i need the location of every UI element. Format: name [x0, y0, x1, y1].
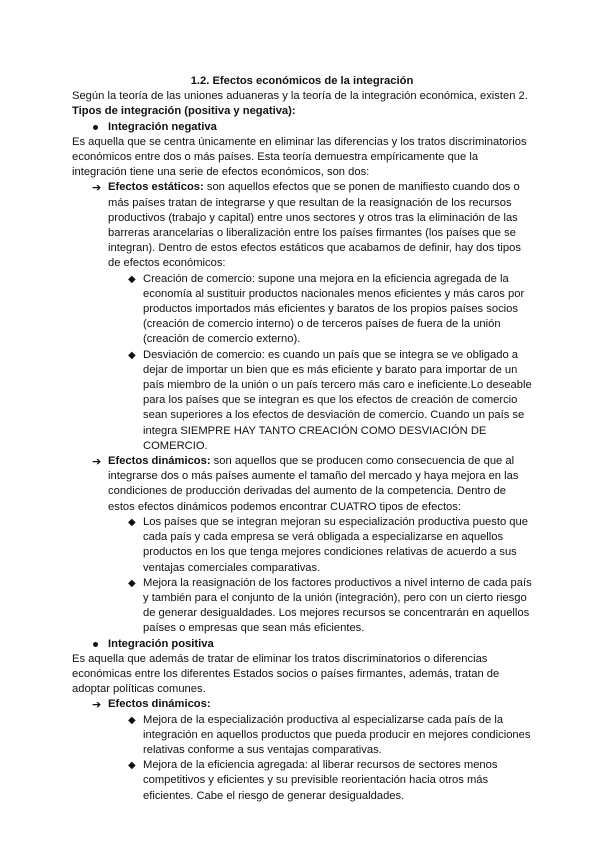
dynamic-effects-term: Efectos dinámicos:	[108, 455, 211, 468]
trade-creation-item: ◆ Creación de comercio: supone una mejora en la eficiencia agregada de la economía al sustituir productos nacionales menos eficientes y más caros por productos importados más eficientes y baratos de los propios países socios (creación de comercio interno) o de terceros países de fuera de la unión (creación de comercio externo).	[128, 272, 525, 346]
positive-integration-description: Es aquella que además de tratar de eliminar los tratos discriminatorios o diferencias económicas entre los diferentes Estados socios o países firmantes, además, tratan de adoptar políticas comunes.	[72, 652, 500, 696]
diamond-bullet-icon: ◆	[128, 577, 136, 589]
positive-dynamic-effects-item	[72, 697, 532, 712]
dynamic-effects-text: son aquellos que se producen como consecuencia de que al integrarse dos o más países aumente el tamaño del mercado y haya mejora en las condiciones de producción derivadas del aumento de la competencia. Dentro de estos efectos dinámicos podemos encontrar CUATRO tipos de efectos:	[108, 455, 519, 513]
positive-efficiency-item: ◆ Mejora de la eficiencia agregada: al liberar recursos de sectores menos competitivos y eficientes y su previsible reorientación hacia otros más eficientes. Cabe el riesgo de generar desigualdades.	[128, 759, 498, 802]
diamond-bullet-icon: ◆	[128, 349, 136, 361]
arrow-right-icon: ➔	[92, 455, 102, 469]
arrow-right-icon: ➔	[92, 181, 102, 195]
diamond-bullet-icon: ◆	[128, 516, 136, 528]
positive-dynamic-effects-term: Efectos dinámicos:	[108, 698, 211, 711]
positive-integration-heading: Integración positiva	[72, 637, 532, 652]
negative-integration-description: Es aquella que se centra únicamente en eliminar las diferencias y los tratos discriminatorios económicos entre dos o más países. Esta teoría demuestra empíricamente que la integración tiene una serie de efectos económicos, son dos:	[72, 135, 527, 179]
trade-diversion-item: ◆ Desviación de comercio: es cuando un país que se integra se ve obligado a dejar de importar un bien que es más eficiente y barato para importar de un país miembro de la unión o un país tercero más caro e ineficiente.Lo deseable para los países que se integran es que los efectos de creación de comercio sean superiores a los efectos de desviación de comercio. Cuando un país se integra SIEMPRE HAY TANTO CREACIÓN COMO DESVIACIÓN DE COMERCIO.	[128, 348, 532, 452]
reallocation-item: ◆ Mejora la reasignación de los factores productivos a nivel interno de cada país y también para el conjunto de la unión (integración), pero con un cierto riesgo de generar desigualdades. Los mejores recursos se concentrarán en aquellos países o empresas que sean más eficientes.	[128, 576, 532, 635]
specialization-item: ◆ Los países que se integran mejoran su especialización productiva puesto que cada país y cada empresa se verá obligada a especializarse en aquellos productos en los que tenga mejores condiciones relativas de acuerdo a sus ventajas comerciales comparativas.	[128, 515, 528, 574]
dynamic-effects-item	[72, 454, 532, 515]
bullet-dot-icon	[93, 642, 98, 647]
static-effects-item	[72, 180, 532, 271]
diamond-bullet-icon: ◆	[128, 714, 136, 726]
section-title: 1.2. Efectos económicos de la integración	[190, 75, 414, 87]
negative-integration-heading: Integración negativa	[72, 120, 532, 135]
positive-specialization-item: ◆ Mejora de la especialización productiva al especializarse cada país de la integración en aquellos productos que pueda producir en mejores condiciones relativas conforme a sus ventajas comparativas.	[128, 713, 531, 756]
types-heading: Tipos de integración (positiva y negativa):	[72, 105, 296, 118]
arrow-right-icon: ➔	[92, 698, 102, 712]
diamond-bullet-icon: ◆	[128, 760, 136, 772]
intro-paragraph: Según la teoría de las uniones aduaneras y la teoría de la integración económica, existen 2.	[72, 90, 528, 103]
static-effects-term: Efectos estáticos:	[108, 181, 204, 194]
bullet-dot-icon	[93, 125, 98, 130]
static-effects-text: son aquellos efectos que se ponen de manifiesto cuando dos o más países tratan de integrarse y que resultan de la reasignación de los recursos productivos (trabajo y capital) entre unos sectores y otros tras la eliminación de las barreras arancelarias o liberalización entre los países firmantes (los países que se integran). Dentro de estos efectos estáticos que acabamos de definir, hay dos tipos de efectos económicos:	[108, 181, 521, 270]
diamond-bullet-icon: ◆	[128, 273, 136, 285]
